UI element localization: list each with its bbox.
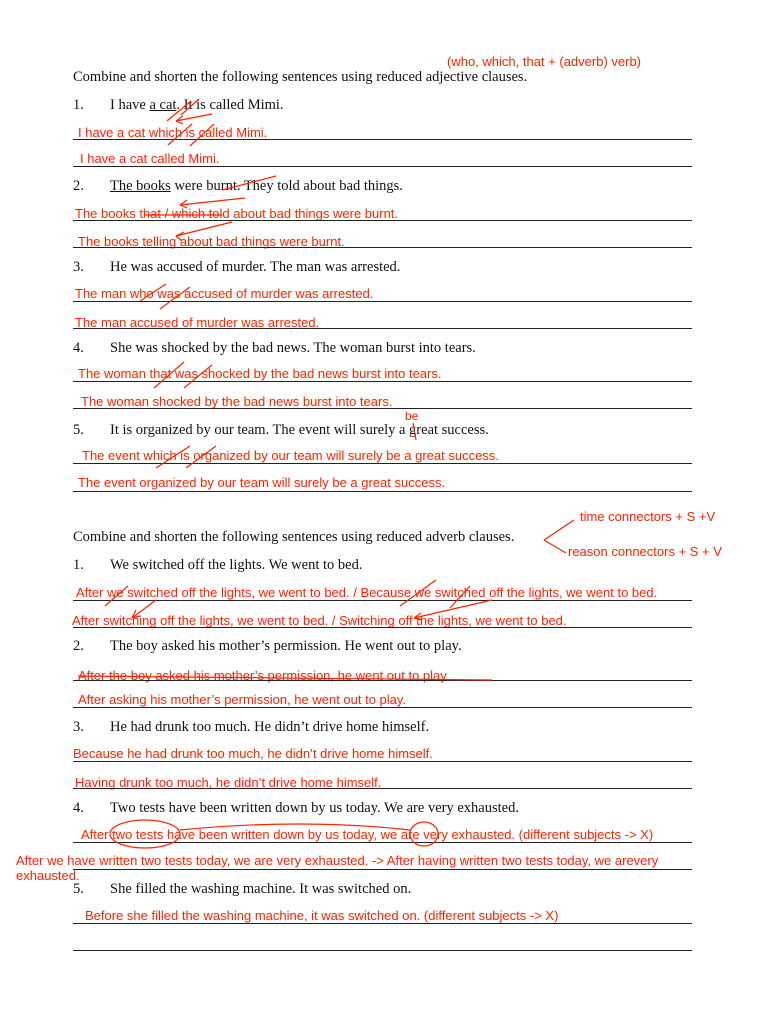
- s1-item3-question: 3. He was accused of murder. The man was arrested.: [73, 259, 401, 275]
- s2-item3-answer2: Having drunk too much, he didn’t drive home himself.: [75, 775, 382, 790]
- circle-marks: [110, 820, 438, 848]
- item-number: 1.: [73, 97, 84, 113]
- s1-item4-question: 4. She was shocked by the bad news. The woman burst into tears.: [73, 340, 476, 356]
- s1-item5-question: 5. It is organized by our team. The event will surely a great success.: [73, 422, 489, 438]
- s1-item2-question: 2. The books were burnt. They told about bad things.: [73, 178, 403, 194]
- s1-item5-answer2: The event organized by our team will surely be a great success.: [78, 475, 446, 490]
- s2-item1-answer2: After switching off the lights, we went to bed. / Switching off the lights, we went to bed.: [72, 613, 567, 628]
- s2-item1-question: 1. We switched off the lights. We went to bed.: [73, 557, 363, 573]
- s2-item4-question: 4. Two tests have been written down by us today. We are very exhausted.: [73, 800, 519, 816]
- s1-item3-answer2: The man accused of murder was arrested.: [75, 315, 320, 330]
- s2-item1-answer1: After we switched off the lights, we went to bed. / Because we switched off the lights, we went to bed.: [76, 585, 658, 600]
- s1-item2-answer2: The books telling about bad things were burnt.: [78, 234, 345, 249]
- top-note: (who, which, that + (adverb) verb): [447, 54, 641, 69]
- s2-item4-answer2-cont: exhausted.: [16, 868, 80, 883]
- strike-marks: [78, 99, 574, 680]
- s2-item5-answer1: Before she filled the washing machine, it was switched on. (different subjects -> X): [85, 908, 559, 923]
- s2-item5-question: 5. She filled the washing machine. It was switched on.: [73, 881, 412, 897]
- s1-item4-answer2: The woman shocked by the bad news burst into tears.: [81, 394, 393, 409]
- s1-item5-insert-be: be: [405, 409, 419, 423]
- s2-item3-question: 3. He had drunk too much. He didn’t drive home himself.: [73, 719, 430, 735]
- s1-item2-answer1: The books that / which told about bad things were burnt.: [75, 206, 399, 221]
- s1-item1-answer2: I have a cat called Mimi.: [80, 151, 220, 166]
- note-time-connectors: time connectors + S +V: [580, 509, 716, 524]
- s2-item4-answer1: After two tests have been written down by us today, we are very exhausted. (different subjects -> X): [81, 827, 654, 842]
- s2-item4-answer2: After we have written two tests today, we are very exhausted. -> After having written two tests today, we arevery: [16, 853, 659, 868]
- note-reason-connectors: reason connectors + S + V: [568, 544, 722, 559]
- section2-instruction: Combine and shorten the following sentences using reduced adverb clauses.: [73, 529, 515, 545]
- s2-item2-answer2: After asking his mother’s permission, he went out to play.: [78, 692, 407, 707]
- s1-item4-answer1: The woman that was shocked by the bad news burst into tears.: [78, 366, 442, 381]
- s1-item5-answer1: The event which is organized by our team will surely be a great success.: [82, 448, 499, 463]
- arrow-marks: [132, 114, 492, 620]
- s2-item2-question: 2. The boy asked his mother’s permission. He went out to play.: [73, 638, 462, 654]
- s1-item1-question: 1. I have a cat. It is called Mimi.: [73, 97, 284, 113]
- s2-item3-answer1: Because he had drunk too much, he didn’t drive home himself.: [73, 746, 433, 761]
- s2-item2-answer1: After the boy asked his mother’s permission, he went out to play: [78, 668, 447, 683]
- s1-item1-answer1: I have a cat which is called Mimi.: [78, 125, 268, 140]
- section1-instruction: Combine and shorten the following sentences using reduced adjective clauses.: [73, 69, 528, 85]
- s1-item3-answer1: The man who was accused of murder was arrested.: [75, 286, 374, 301]
